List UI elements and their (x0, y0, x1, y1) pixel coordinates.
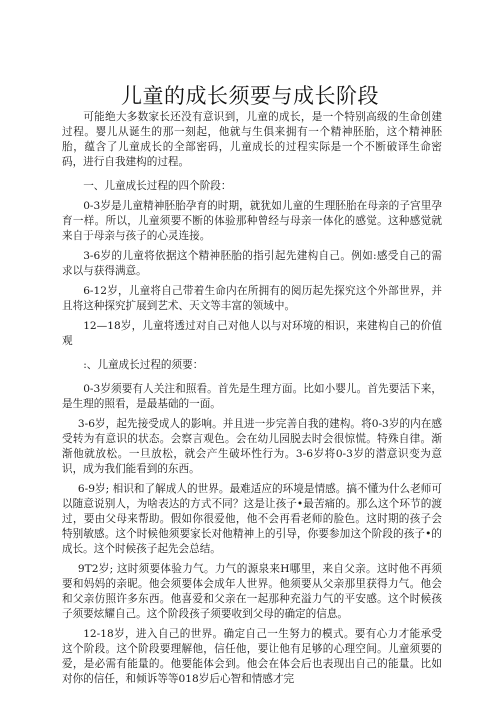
needs-paragraph: 9T2岁; 这时须要体验力气。力气的源泉来H哪里，来自父亲。这时他不再须要和妈妈的亲昵。他会须要体会成年人世界。他须要从父亲那里获得力气。他会和父亲仿照许多东西。他喜爱和父亲在一起那种充溢力气的平安感。这个时候孩子须要炫耀自己。这个阶段孩子须要收到父母的确定的信息。 (62, 563, 442, 620)
section-heading-needs: :、儿童成长过程的须要： (83, 359, 204, 371)
intro-paragraph: 可能绝大多数家长还没有意识到，儿童的成长，是一个特别高级的生命创建过程。婴儿从诞生的那一刻起，他就与生俱来拥有一个精神胚胎，这个精神胚胎，蕴含了儿童成长的全部密码，儿童成长的过程实际是一个不断破译生命密码，进行自我建构的过程。 (62, 111, 442, 168)
stage-paragraph: 12—18岁，儿童将透过对自己对他人以与对环境的相识，来建构自己的价值观 (62, 320, 442, 347)
needs-paragraph: 3-6岁，起先接受成人的影响。并且进一步完善自我的建构。将0-3岁的内在感受转为有意识的状态。会察言观色。会在幼儿园脱去时会很惊慌。特殊自律。渐渐他就放松。一旦放松，就会产生破坏性行为。3-6岁将0-3岁的潜意识变为意识，成为我们能看到的东西。 (62, 418, 442, 475)
section-heading-stages: 一、儿童成长过程的四个阶段： (83, 180, 232, 192)
stage-paragraph: 3-6岁的儿童将依据这个精神胚胎的指引起先建构自己。例如:感受自己的需求以与获得满意。 (62, 250, 442, 277)
needs-paragraph: 6-9岁; 相识和了解成人的世界。最难适应的环境是情感。搞不懂为什么老师可以随意说别人，为啥表达的方式不同？这是让孩子•最苦痛的。那么这个环节的渡过，要由父母来帮助。假如你很爱他，他不会再看老师的脸色。这时期的孩子会特别敏感。这个时候他须要家长对他精神上的引导，你要参加这个阶段的孩子•的成长。这个时候孩子起先会总结。 (62, 483, 442, 555)
document-body (62, 110, 442, 687)
page-title: 儿童的成长须要与成长阶段 (121, 84, 379, 108)
needs-paragraph: 12-18岁，进入自己的世界。确定自己一生努力的模式。要有心力才能承受这个阶段。这个阶段要理解他，信任他，要让他有足够的心理空间。儿童须要的爱，是必需有能量的。他要能体会到。他会在体会后也表现出自己的能量。比如对你的信任，和倾诉等等018岁后心智和情感才完 (62, 628, 442, 685)
stage-paragraph: 6-12岁，儿童将自己带着生命内在所拥有的阅历起先探究这个外部世界，并且将这种探究扩展到艺术、天文等丰富的领域中。 (62, 285, 442, 312)
stage-paragraph: 0-3岁是儿童精神胚胎孕育的时期，就犹如儿童的生理胚胎在母亲的子宫里孕育一样。所以，儿童须要不断的体验那种曾经与母亲一体化的感觉。这种感觉就来自于母亲与孩子的心灵连接。 (62, 200, 442, 242)
needs-paragraph: 0-3岁须要有人关注和照看。首先是生理方面。比如小婴儿。首先要活下来，是生理的照看，是最基础的一面。 (62, 383, 442, 410)
